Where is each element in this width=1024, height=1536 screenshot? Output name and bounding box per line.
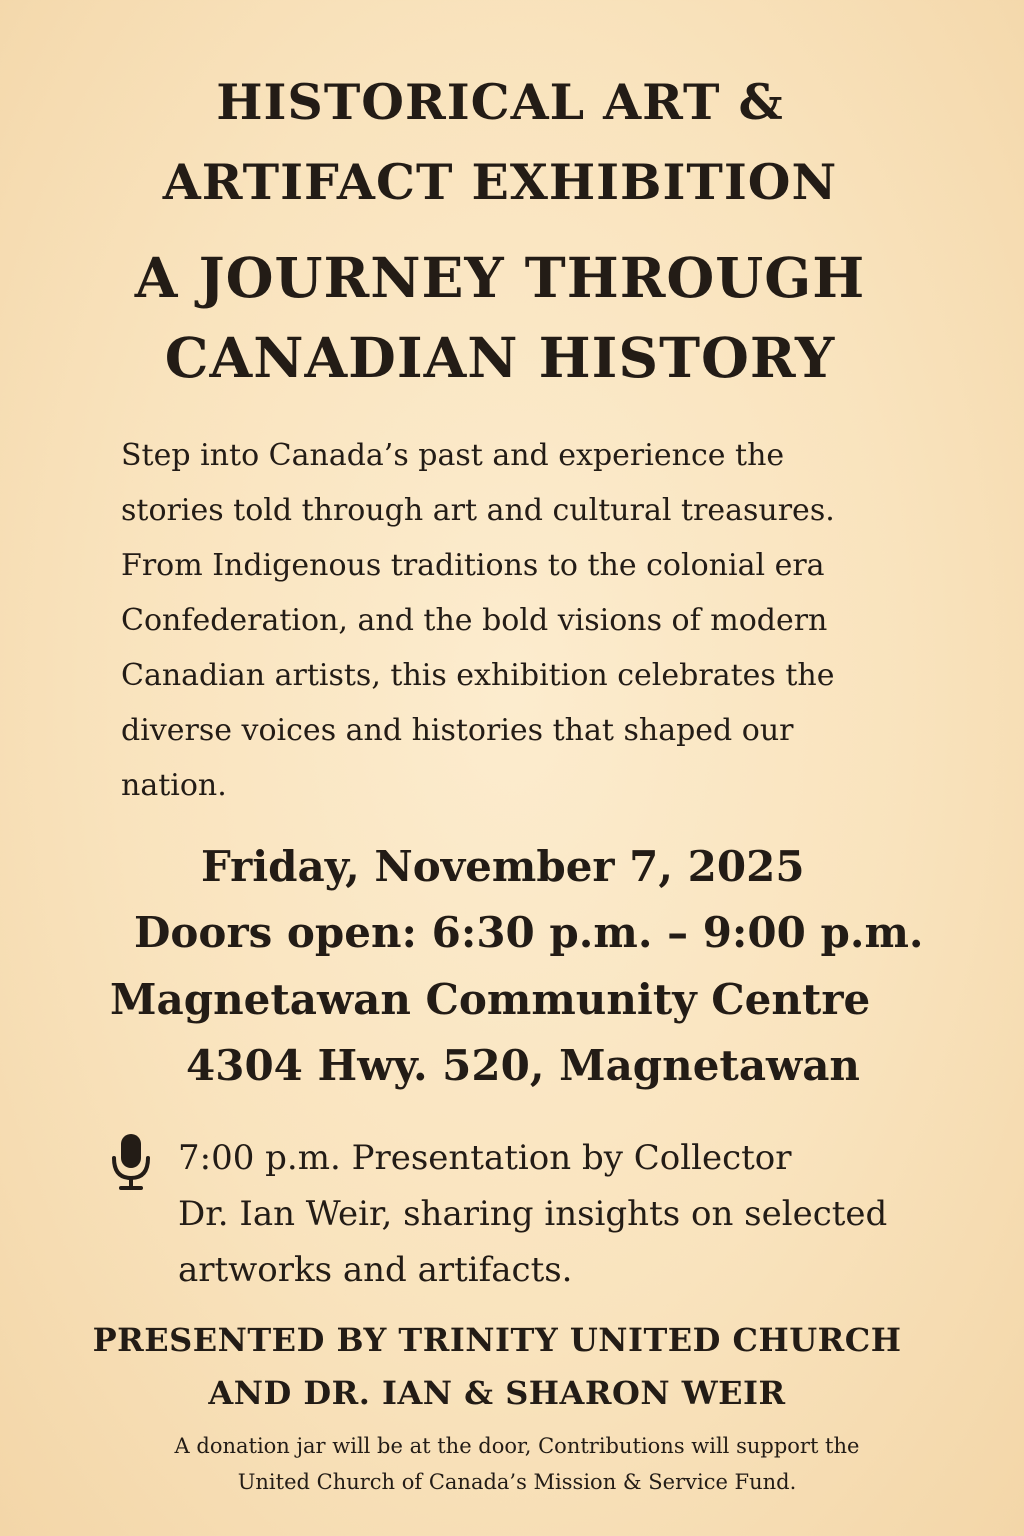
description-line: nation.: [121, 768, 227, 803]
presentation-line: artworks and artifacts.: [178, 1250, 573, 1290]
poster-subtitle: [0, 238, 1000, 398]
poster-subtitle-line-2: CANADIAN HISTORY: [164, 325, 836, 390]
exhibition-description: [121, 428, 921, 813]
poster-title-line-1: HISTORICAL ART &: [216, 73, 784, 131]
event-venue: Magnetawan Community Centre: [110, 975, 871, 1024]
description-line: Confederation, and the bold visions of modern: [121, 603, 828, 638]
donation-note: [0, 1428, 1024, 1500]
event-doors-time: Doors open: 6:30 p.m. – 9:00 p.m.: [134, 908, 924, 957]
donation-line-1: A donation jar will be at the door, Contributions will support the: [174, 1434, 860, 1458]
description-line: Canadian artists, this exhibition celebrates the: [121, 658, 835, 693]
event-address: 4304 Hwy. 520, Magnetawan: [186, 1041, 860, 1090]
presented-by-line-2: AND DR. IAN & SHARON WEIR: [208, 1374, 786, 1412]
description-line: From Indigenous traditions to the colonial era: [121, 548, 825, 583]
description-line: stories told through art and cultural treasures.: [121, 493, 835, 528]
presentation-text: [178, 1130, 958, 1298]
presentation-line: 7:00 p.m. Presentation by Collector: [178, 1138, 792, 1178]
microphone-icon: [108, 1132, 154, 1192]
poster-title: [0, 62, 1000, 222]
donation-line-2: United Church of Canada’s Mission & Service Fund.: [237, 1470, 797, 1494]
poster-subtitle-line-1: A JOURNEY THROUGH: [134, 245, 866, 310]
presented-by: [0, 1314, 994, 1420]
event-date: Friday, November 7, 2025: [201, 842, 805, 891]
presentation-line: Dr. Ian Weir, sharing insights on selected: [178, 1194, 888, 1234]
description-line: Step into Canada’s past and experience the: [121, 438, 785, 473]
description-line: diverse voices and histories that shaped our: [121, 713, 794, 748]
poster-title-line-2: ARTIFACT EXHIBITION: [162, 153, 838, 211]
presented-by-line-1: PRESENTED BY TRINITY UNITED CHURCH: [92, 1321, 902, 1359]
